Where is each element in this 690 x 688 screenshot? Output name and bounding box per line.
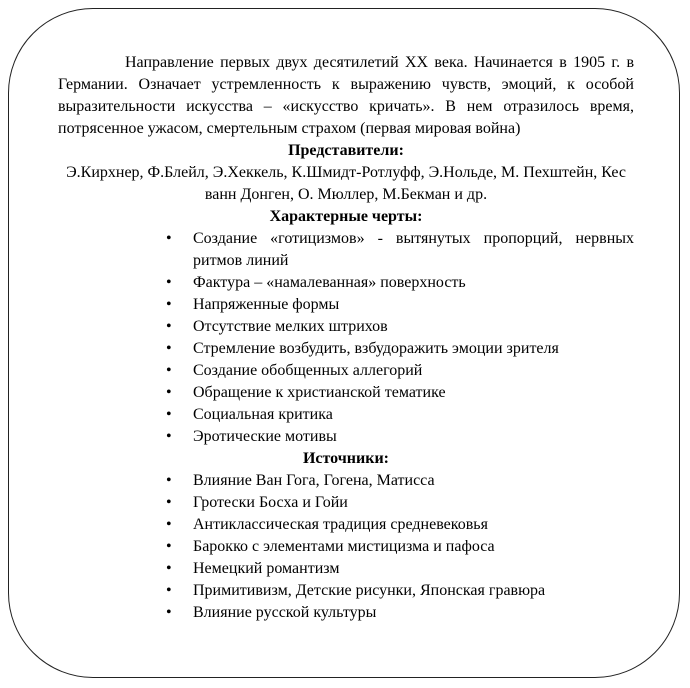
list-item bbox=[58, 382, 634, 404]
list-item bbox=[58, 492, 634, 514]
bullet-icon: • bbox=[166, 406, 172, 423]
bullet-icon: • bbox=[166, 516, 172, 533]
bullet-icon: • bbox=[166, 604, 172, 621]
bullet-icon: • bbox=[166, 538, 172, 555]
sources-heading: Источники: bbox=[302, 450, 389, 467]
bullet-icon: • bbox=[166, 384, 172, 401]
list-item bbox=[58, 228, 634, 272]
list-item-text: Обращение к христианской тематике bbox=[193, 384, 446, 401]
list-item bbox=[58, 470, 634, 492]
list-item-text: Стремление возбудить, взбудоражить эмоции зрителя bbox=[193, 340, 559, 357]
bullet-icon: • bbox=[166, 230, 172, 247]
list-item bbox=[58, 272, 634, 294]
list-item bbox=[58, 536, 634, 558]
list-item bbox=[58, 426, 634, 448]
list-item-text: Влияние Ван Гога, Гогена, Матисса bbox=[193, 472, 435, 489]
list-item-text: Фактура – «намалеванная» поверхность bbox=[193, 274, 466, 291]
list-item-text: Создание обобщенных аллегорий bbox=[193, 362, 423, 379]
list-item bbox=[58, 316, 634, 338]
list-item-text: Создание «готицизмов» - вытянутых пропорций, нервных ритмов линий bbox=[193, 230, 634, 269]
list-item-text: Социальная критика bbox=[193, 406, 333, 423]
bullet-icon: • bbox=[166, 428, 172, 445]
list-item-text: Эротические мотивы bbox=[193, 428, 337, 445]
list-item-text: Барокко с элементами мистицизма и пафоса bbox=[193, 538, 495, 555]
representatives-heading: Представители: bbox=[288, 142, 404, 159]
intro-paragraph: Направление первых двух десятилетий XX века. Начинается в 1905 г. в Германии. Означает устремленность к выражению чувств, эмоций, к особой выразительности искусства – «искусство кричать». В нем отразилось время, потрясенное ужасом, смертельным страхом (первая мировая война) bbox=[58, 54, 634, 137]
bullet-icon: • bbox=[166, 274, 172, 291]
document-body bbox=[58, 52, 634, 624]
bullet-icon: • bbox=[166, 560, 172, 577]
list-item-text: Гротески Босха и Гойи bbox=[193, 494, 348, 511]
list-item-text: Отсутствие мелких штрихов bbox=[193, 318, 388, 335]
bullet-icon: • bbox=[166, 472, 172, 489]
list-item bbox=[58, 338, 634, 360]
bullet-icon: • bbox=[166, 362, 172, 379]
features-heading: Характерные черты: bbox=[269, 208, 423, 225]
list-item-text: Немецкий романтизм bbox=[193, 560, 340, 577]
list-item bbox=[58, 360, 634, 382]
list-item bbox=[58, 294, 634, 316]
list-item bbox=[58, 580, 634, 602]
list-item-text: Напряженные формы bbox=[193, 296, 340, 313]
sources-list bbox=[58, 470, 634, 624]
bullet-icon: • bbox=[166, 494, 172, 511]
list-item-text: Антиклассическая традиция средневековья bbox=[193, 516, 488, 533]
list-item-text: Примитивизм, Детские рисунки, Японская гравюра bbox=[193, 582, 546, 599]
bullet-icon: • bbox=[166, 340, 172, 357]
bullet-icon: • bbox=[166, 296, 172, 313]
list-item bbox=[58, 558, 634, 580]
list-item-text: Влияние русской культуры bbox=[193, 604, 377, 621]
list-item bbox=[58, 514, 634, 536]
list-item bbox=[58, 602, 634, 624]
features-list bbox=[58, 228, 634, 448]
bullet-icon: • bbox=[166, 318, 172, 335]
bullet-icon: • bbox=[166, 582, 172, 599]
representatives-text: Э.Кирхнер, Ф.Блейл, Э.Хеккель, К.Шмидт-Ротлуфф, Э.Нольде, М. Пехштейн, Кес ванн Донген, О. Мюллер, М.Бекман и др. bbox=[66, 164, 626, 203]
list-item bbox=[58, 404, 634, 426]
